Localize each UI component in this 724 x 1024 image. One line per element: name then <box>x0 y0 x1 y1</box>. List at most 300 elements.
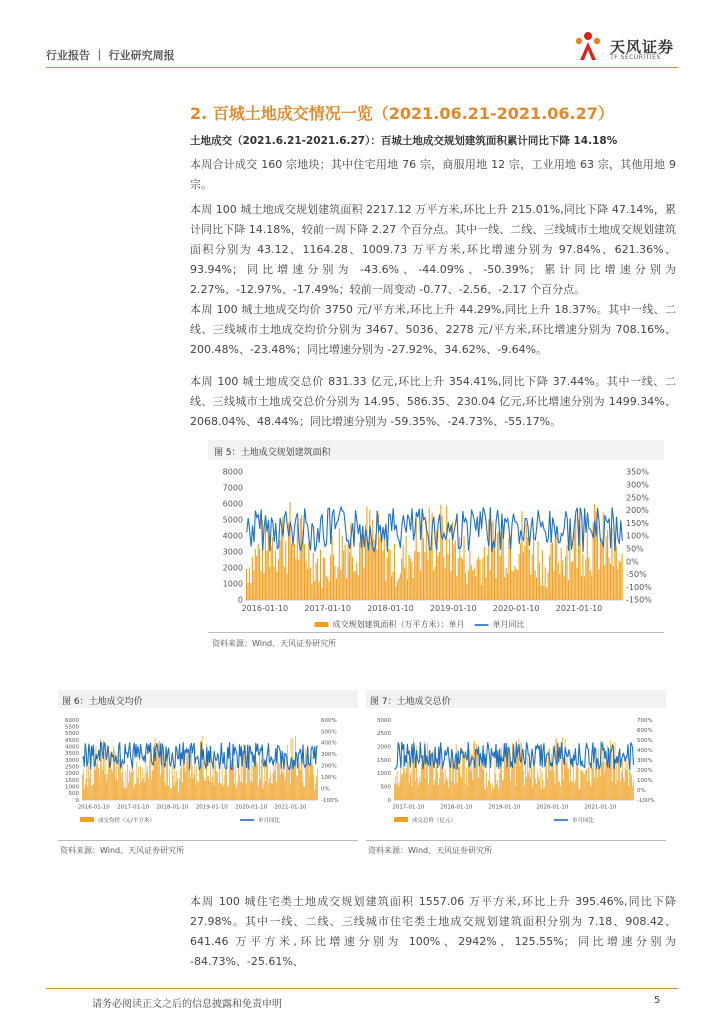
bar <box>453 766 454 800</box>
bar <box>419 777 420 800</box>
bar <box>567 753 568 800</box>
bar <box>255 549 256 600</box>
bar <box>542 771 543 800</box>
bar <box>388 549 389 600</box>
bar <box>87 787 88 800</box>
bar <box>95 770 96 800</box>
bar <box>592 768 593 800</box>
bar <box>496 784 497 800</box>
bar <box>264 767 265 800</box>
bar <box>513 765 514 800</box>
bar <box>175 764 176 800</box>
bar <box>285 777 286 800</box>
bar <box>304 787 305 800</box>
bar <box>589 763 590 800</box>
bar <box>377 549 378 600</box>
bar <box>316 776 317 800</box>
bar <box>536 783 537 800</box>
bar <box>535 571 536 600</box>
bar <box>551 754 552 800</box>
bar <box>587 782 588 800</box>
bar <box>282 766 283 800</box>
bar <box>372 520 373 600</box>
bar <box>239 775 240 800</box>
bar <box>496 774 497 800</box>
bar <box>417 777 418 800</box>
y-left-tick-label: 2500 <box>65 764 79 771</box>
bar <box>366 507 367 600</box>
bar <box>256 762 257 800</box>
bar <box>572 781 573 800</box>
bar <box>216 772 217 800</box>
bar <box>177 778 178 800</box>
bar <box>580 770 581 800</box>
bar <box>559 574 560 600</box>
bar <box>300 770 301 800</box>
bar <box>539 563 540 600</box>
bar <box>408 761 409 800</box>
bar <box>478 778 479 800</box>
y-right-tick-label: 350% <box>626 467 649 477</box>
figure-source: 资料来源：Wind、天风证券研究所 <box>60 846 185 855</box>
y-left-tick-label: 6000 <box>65 717 79 724</box>
bar <box>225 770 226 800</box>
bar <box>272 537 273 600</box>
bar <box>320 550 321 600</box>
y-left-tick-label: 5000 <box>65 731 79 738</box>
bar <box>584 576 585 600</box>
bar <box>153 770 154 800</box>
bar <box>566 545 567 600</box>
bar <box>555 784 556 800</box>
bar <box>464 536 465 600</box>
bar <box>620 562 621 600</box>
bar <box>552 762 553 800</box>
bar <box>447 776 448 800</box>
x-tick-label: 2021-01-10 <box>274 804 307 811</box>
bar <box>487 786 488 800</box>
bar <box>349 553 350 600</box>
bar <box>283 773 284 800</box>
y-left-tick-label: 0 <box>75 797 79 804</box>
bar <box>622 760 623 800</box>
bar <box>252 782 253 800</box>
x-tick-label: 2019-01-10 <box>430 604 477 613</box>
bar <box>272 784 273 800</box>
y-left-tick-label: 3000 <box>377 717 391 724</box>
bar <box>249 567 250 600</box>
bar <box>431 763 432 800</box>
bar <box>310 568 311 600</box>
bar <box>471 771 472 800</box>
bar <box>421 751 422 800</box>
bar <box>358 575 359 600</box>
bar <box>169 769 170 800</box>
bar <box>230 764 231 800</box>
bar <box>185 772 186 800</box>
bar <box>578 767 579 800</box>
bar <box>224 785 225 800</box>
bar <box>425 778 426 800</box>
bar <box>398 578 399 600</box>
bar <box>574 531 575 600</box>
bar <box>295 736 296 800</box>
bar <box>112 772 113 800</box>
bar <box>537 541 538 600</box>
bar <box>168 785 169 800</box>
bar <box>275 551 276 600</box>
bar <box>107 781 108 800</box>
y-right-tick-label: 600% <box>637 727 653 734</box>
x-tick-label: 2018-01-10 <box>156 804 189 811</box>
bar <box>121 773 122 800</box>
bar <box>461 778 462 800</box>
bar <box>297 776 298 800</box>
bar <box>266 762 267 800</box>
bar <box>582 554 583 600</box>
bar <box>263 573 264 600</box>
bar <box>203 763 204 800</box>
bar <box>251 753 252 800</box>
bar <box>520 742 521 800</box>
bar <box>87 765 88 800</box>
bar <box>480 764 481 800</box>
bar <box>623 777 624 800</box>
bar <box>359 542 360 600</box>
bar <box>290 784 291 800</box>
bar <box>404 567 405 600</box>
bar <box>581 771 582 800</box>
bar <box>292 544 293 600</box>
bar <box>417 552 418 600</box>
bar <box>479 560 480 600</box>
bar <box>88 765 89 800</box>
bar <box>336 578 337 600</box>
bar <box>456 744 457 800</box>
bar <box>134 788 135 800</box>
bar <box>611 751 612 800</box>
paragraph: 本周 100 城住宅类土地成交规划建筑面积 1557.06 万平方米,环比上升 395.46%,同比下降 27.98%。其中一线、二线、三线城市住宅类土地成交规划建筑面积分别为 7.18、908.42、641.46 万平方米,环比增速分别为 100%、2942%、125.55%；同比增速分别为 -84.73%、-25.61%、 <box>190 895 676 968</box>
bar <box>445 568 446 600</box>
bar <box>595 761 596 800</box>
y-right-tick-label: 100% <box>626 531 649 541</box>
bar <box>577 764 578 800</box>
bar <box>332 536 333 600</box>
bar <box>131 771 132 800</box>
bar <box>609 767 610 800</box>
bar <box>363 568 364 600</box>
bar <box>449 539 450 600</box>
bar <box>160 775 161 800</box>
bar <box>490 783 491 800</box>
y-right-tick-label: 300% <box>637 757 653 764</box>
bar <box>211 783 212 800</box>
bar <box>605 763 606 800</box>
bar <box>222 765 223 800</box>
bar <box>577 568 578 600</box>
y-right-tick-label: 200% <box>321 763 337 770</box>
bar <box>185 768 186 800</box>
bar <box>466 584 467 600</box>
bar <box>411 562 412 600</box>
bar <box>190 778 191 800</box>
bar <box>243 765 244 800</box>
bar <box>556 738 557 800</box>
bar <box>329 581 330 600</box>
bar <box>459 537 460 600</box>
bar <box>599 765 600 800</box>
paragraph: 本周合计成交 160 宗地块；其中住宅用地 76 宗，商服用地 12 宗，工业用地 63 宗，其他用地 9 宗。 <box>190 158 676 191</box>
bar <box>552 542 553 600</box>
bar <box>326 576 327 600</box>
bar <box>497 533 498 600</box>
legend-label: 成交均价（元/平方米） <box>98 818 155 824</box>
y-right-tick-label: 100% <box>637 777 653 784</box>
bar <box>387 558 388 600</box>
bar <box>527 537 528 600</box>
bar <box>472 780 473 800</box>
bar <box>221 783 222 800</box>
bar <box>542 550 543 600</box>
bar <box>532 555 533 600</box>
bar <box>497 780 498 800</box>
bar <box>267 764 268 800</box>
bar <box>205 781 206 800</box>
bar <box>558 562 559 600</box>
bar <box>579 789 580 800</box>
bar <box>268 783 269 800</box>
x-tick-label: 2017-01-10 <box>304 604 351 613</box>
bar <box>314 581 315 600</box>
bar <box>156 752 157 800</box>
y-left-tick-label: 0 <box>387 797 391 804</box>
bar <box>526 524 527 600</box>
y-left-tick-label: 3000 <box>222 547 243 557</box>
bar <box>92 785 93 800</box>
bar <box>514 566 515 600</box>
bar <box>253 766 254 800</box>
bar <box>415 781 416 800</box>
bar <box>126 789 127 800</box>
bar <box>247 583 248 600</box>
bar <box>561 760 562 800</box>
logo-subtext: TF SECURITIES <box>610 54 661 61</box>
bar <box>608 765 609 800</box>
bar <box>287 745 288 800</box>
bar <box>397 770 398 800</box>
bar <box>93 784 94 800</box>
bar <box>526 777 527 800</box>
bar <box>533 765 534 800</box>
bar <box>448 788 449 800</box>
bar <box>441 767 442 800</box>
bar <box>195 785 196 800</box>
bar <box>321 588 322 600</box>
bar <box>499 773 500 800</box>
bar <box>439 778 440 800</box>
y-left-tick-label: 2000 <box>377 744 391 751</box>
bar <box>333 554 334 600</box>
bar <box>142 768 143 800</box>
bar <box>458 559 459 600</box>
bar <box>442 516 443 600</box>
bar <box>259 549 260 600</box>
bar <box>418 785 419 800</box>
bar <box>550 771 551 800</box>
bar <box>141 782 142 800</box>
bar <box>570 762 571 800</box>
bar <box>585 559 586 600</box>
bar <box>562 561 563 600</box>
bar <box>475 763 476 800</box>
bar <box>151 780 152 800</box>
bar <box>543 585 544 600</box>
bar <box>500 556 501 600</box>
bar <box>440 765 441 800</box>
bar <box>274 764 275 800</box>
bar <box>423 538 424 600</box>
bar <box>299 762 300 800</box>
bar <box>253 571 254 600</box>
bar <box>316 563 317 600</box>
bar <box>571 562 572 600</box>
bar <box>116 779 117 800</box>
figure-source: 资料来源：Wind、天风证券研究所 <box>212 639 337 648</box>
bar <box>601 762 602 800</box>
bar <box>280 775 281 800</box>
logo-icon <box>570 30 606 62</box>
bar <box>252 557 253 600</box>
bar <box>138 767 139 800</box>
bar <box>624 782 625 800</box>
bar <box>594 778 595 800</box>
bar <box>545 567 546 600</box>
bar <box>572 561 573 600</box>
bar <box>128 783 129 800</box>
bar <box>487 555 488 600</box>
bar <box>394 784 395 800</box>
bar <box>609 558 610 600</box>
bar <box>116 766 117 800</box>
bar <box>501 532 502 600</box>
bar <box>523 770 524 800</box>
bar <box>483 770 484 800</box>
y-right-tick-label: 0% <box>626 557 639 567</box>
bar <box>310 762 311 800</box>
bar <box>315 783 316 800</box>
x-tick-label: 2021-01-10 <box>584 804 617 811</box>
y-left-tick-label: 1000 <box>222 579 243 589</box>
bar <box>427 560 428 600</box>
bar <box>507 573 508 600</box>
bar <box>171 789 172 800</box>
bar <box>294 765 295 800</box>
bar <box>491 792 492 800</box>
bar <box>119 760 120 800</box>
x-tick-label: 2020-01-10 <box>536 804 569 811</box>
bar <box>455 540 456 600</box>
bar <box>569 783 570 800</box>
y-left-tick-label: 4000 <box>222 531 243 541</box>
bar <box>435 780 436 800</box>
bar <box>422 764 423 800</box>
bar <box>291 544 292 600</box>
bar <box>531 767 532 800</box>
bar <box>409 784 410 800</box>
bar <box>219 769 220 800</box>
bar <box>575 780 576 800</box>
bar <box>520 766 521 800</box>
y-left-tick-label: 1000 <box>377 771 391 778</box>
bar <box>588 767 589 800</box>
bar <box>313 775 314 800</box>
bar <box>126 771 127 800</box>
bar <box>457 782 458 800</box>
bar <box>576 767 577 800</box>
bar <box>152 770 153 800</box>
bar <box>196 766 197 800</box>
bar <box>392 572 393 600</box>
bar <box>238 767 239 800</box>
bar <box>250 781 251 800</box>
bar <box>234 749 235 800</box>
bar <box>561 548 562 600</box>
bar <box>472 570 473 600</box>
bar <box>581 576 582 600</box>
bar <box>307 569 308 600</box>
bar <box>136 784 137 800</box>
bar <box>305 748 306 800</box>
bar <box>629 766 630 800</box>
bar <box>82 775 83 800</box>
bar <box>262 760 263 800</box>
bar <box>546 755 547 800</box>
legend-label: 单月同比 <box>492 620 525 629</box>
bar <box>539 780 540 800</box>
bar <box>461 557 462 600</box>
bar <box>396 785 397 800</box>
bar <box>556 537 557 600</box>
bar <box>444 785 445 800</box>
bar <box>524 545 525 600</box>
bar <box>250 583 251 600</box>
bar <box>564 576 565 600</box>
bar <box>466 768 467 800</box>
bar <box>602 742 603 800</box>
bar <box>490 570 491 600</box>
bar <box>533 533 534 600</box>
bar <box>470 749 471 800</box>
figure-source: 资料来源：Wind、天风证券研究所 <box>368 846 493 855</box>
bar <box>391 576 392 600</box>
bar <box>606 764 607 800</box>
y-right-tick-label: -50% <box>626 570 647 580</box>
bar <box>481 765 482 800</box>
bar <box>604 773 605 800</box>
y-right-tick-label: 700% <box>637 717 653 724</box>
bar <box>286 758 287 800</box>
bar <box>323 558 324 600</box>
bar <box>146 757 147 800</box>
bar <box>352 557 353 600</box>
bar <box>508 750 509 800</box>
bar <box>448 554 449 600</box>
bar <box>261 571 262 600</box>
header-divider <box>46 67 678 68</box>
bar <box>295 559 296 600</box>
bar <box>175 782 176 800</box>
bar <box>558 782 559 800</box>
